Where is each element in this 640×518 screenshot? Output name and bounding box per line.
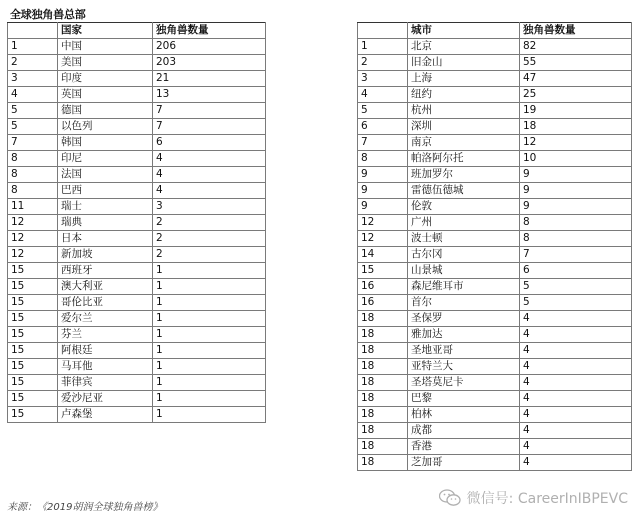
rank-cell: 12 bbox=[8, 247, 58, 263]
count-header: 独角兽数量 bbox=[520, 23, 632, 39]
table-row bbox=[8, 263, 266, 279]
city-cell: 香港 bbox=[408, 439, 520, 455]
rank-cell: 15 bbox=[8, 263, 58, 279]
table-row bbox=[8, 39, 266, 55]
country-cell: 哥伦比亚 bbox=[58, 295, 153, 311]
rank-cell: 12 bbox=[8, 215, 58, 231]
city-cell: 帕洛阿尔托 bbox=[408, 151, 520, 167]
table-row bbox=[8, 311, 266, 327]
count-cell: 4 bbox=[520, 391, 632, 407]
table-row bbox=[8, 295, 266, 311]
rank-cell: 7 bbox=[8, 135, 58, 151]
table-row bbox=[8, 151, 266, 167]
count-cell: 1 bbox=[153, 359, 266, 375]
country-cell: 马耳他 bbox=[58, 359, 153, 375]
count-cell: 55 bbox=[520, 55, 632, 71]
table-row bbox=[8, 375, 266, 391]
count-cell: 9 bbox=[520, 183, 632, 199]
rank-cell: 8 bbox=[8, 183, 58, 199]
table-row bbox=[8, 247, 266, 263]
rank-cell: 3 bbox=[358, 71, 408, 87]
rank-cell: 18 bbox=[358, 375, 408, 391]
rank-cell: 7 bbox=[358, 135, 408, 151]
city-cell: 纽约 bbox=[408, 87, 520, 103]
count-cell: 7 bbox=[153, 103, 266, 119]
rank-cell: 1 bbox=[358, 39, 408, 55]
count-cell: 5 bbox=[520, 295, 632, 311]
table-row bbox=[358, 39, 632, 55]
rank-cell: 18 bbox=[358, 311, 408, 327]
table-row bbox=[8, 135, 266, 151]
rank-cell: 18 bbox=[358, 391, 408, 407]
table-row bbox=[358, 343, 632, 359]
count-cell: 8 bbox=[520, 231, 632, 247]
count-cell: 7 bbox=[520, 247, 632, 263]
city-cell: 旧金山 bbox=[408, 55, 520, 71]
rank-cell: 18 bbox=[358, 455, 408, 471]
city-cell: 班加罗尔 bbox=[408, 167, 520, 183]
rank-cell: 15 bbox=[8, 327, 58, 343]
table-row bbox=[358, 231, 632, 247]
table-row bbox=[358, 359, 632, 375]
count-cell: 4 bbox=[520, 311, 632, 327]
count-cell: 1 bbox=[153, 327, 266, 343]
watermark-text: 微信号: CareerInIBPEVC bbox=[466, 491, 628, 507]
rank-cell: 14 bbox=[358, 247, 408, 263]
table-row bbox=[358, 295, 632, 311]
table-row bbox=[358, 263, 632, 279]
table-row bbox=[358, 311, 632, 327]
country-cell: 日本 bbox=[58, 231, 153, 247]
country-cell: 韩国 bbox=[58, 135, 153, 151]
count-cell: 9 bbox=[520, 199, 632, 215]
table-row bbox=[358, 407, 632, 423]
country-cell: 卢森堡 bbox=[58, 407, 153, 423]
rank-cell: 1 bbox=[8, 39, 58, 55]
table-row bbox=[358, 455, 632, 471]
city-cell: 亚特兰大 bbox=[408, 359, 520, 375]
count-cell: 4 bbox=[520, 407, 632, 423]
rank-cell: 15 bbox=[8, 407, 58, 423]
country-cell: 澳大利亚 bbox=[58, 279, 153, 295]
country-cell: 以色列 bbox=[58, 119, 153, 135]
source-note: 来源：《2019胡润全球独角兽榜》 bbox=[7, 502, 163, 513]
table-row bbox=[358, 135, 632, 151]
page-title: 全球独角兽总部 bbox=[10, 8, 86, 21]
count-cell: 1 bbox=[153, 279, 266, 295]
count-cell: 7 bbox=[153, 119, 266, 135]
count-cell: 1 bbox=[153, 311, 266, 327]
table-row bbox=[8, 359, 266, 375]
rank-cell: 18 bbox=[358, 343, 408, 359]
wechat-icon bbox=[439, 489, 461, 507]
country-cell: 印度 bbox=[58, 71, 153, 87]
count-cell: 5 bbox=[520, 279, 632, 295]
city-cell: 波士顿 bbox=[408, 231, 520, 247]
rank-cell: 18 bbox=[358, 439, 408, 455]
count-cell: 18 bbox=[520, 119, 632, 135]
country-cell: 新加坡 bbox=[58, 247, 153, 263]
table-row bbox=[8, 391, 266, 407]
city-cell: 上海 bbox=[408, 71, 520, 87]
city-cell: 山景城 bbox=[408, 263, 520, 279]
rank-cell: 18 bbox=[358, 423, 408, 439]
city-cell: 南京 bbox=[408, 135, 520, 151]
count-cell: 4 bbox=[520, 359, 632, 375]
table-row bbox=[358, 119, 632, 135]
country-table bbox=[7, 22, 266, 423]
rank-cell: 15 bbox=[8, 359, 58, 375]
city-cell: 伦敦 bbox=[408, 199, 520, 215]
count-cell: 1 bbox=[153, 295, 266, 311]
country-cell: 瑞典 bbox=[58, 215, 153, 231]
count-cell: 19 bbox=[520, 103, 632, 119]
rank-cell: 15 bbox=[8, 375, 58, 391]
rank-cell: 15 bbox=[358, 263, 408, 279]
table-row bbox=[358, 279, 632, 295]
count-cell: 2 bbox=[153, 231, 266, 247]
table-row bbox=[358, 327, 632, 343]
rank-cell: 11 bbox=[8, 199, 58, 215]
rank-cell: 18 bbox=[358, 327, 408, 343]
table-row bbox=[8, 87, 266, 103]
city-cell: 圣保罗 bbox=[408, 311, 520, 327]
city-cell: 深圳 bbox=[408, 119, 520, 135]
rank-cell: 16 bbox=[358, 295, 408, 311]
table-row bbox=[8, 231, 266, 247]
count-cell: 4 bbox=[520, 439, 632, 455]
country-cell: 阿根廷 bbox=[58, 343, 153, 359]
count-cell: 4 bbox=[153, 183, 266, 199]
table-row bbox=[8, 183, 266, 199]
rank-cell: 15 bbox=[8, 295, 58, 311]
rank-cell: 3 bbox=[8, 71, 58, 87]
table-row bbox=[358, 55, 632, 71]
count-cell: 25 bbox=[520, 87, 632, 103]
count-cell: 4 bbox=[153, 151, 266, 167]
rank-header bbox=[8, 23, 58, 39]
rank-cell: 4 bbox=[8, 87, 58, 103]
count-cell: 1 bbox=[153, 407, 266, 423]
table-row bbox=[8, 71, 266, 87]
country-cell: 巴西 bbox=[58, 183, 153, 199]
count-cell: 4 bbox=[520, 423, 632, 439]
city-cell: 首尔 bbox=[408, 295, 520, 311]
rank-cell: 15 bbox=[8, 391, 58, 407]
country-cell: 芬兰 bbox=[58, 327, 153, 343]
city-cell: 雅加达 bbox=[408, 327, 520, 343]
table-row bbox=[8, 119, 266, 135]
table-row bbox=[358, 375, 632, 391]
rank-cell: 4 bbox=[358, 87, 408, 103]
table-row bbox=[358, 423, 632, 439]
country-cell: 爱沙尼亚 bbox=[58, 391, 153, 407]
count-cell: 21 bbox=[153, 71, 266, 87]
rank-cell: 8 bbox=[8, 151, 58, 167]
country-cell: 美国 bbox=[58, 55, 153, 71]
country-cell: 英国 bbox=[58, 87, 153, 103]
rank-cell: 15 bbox=[8, 279, 58, 295]
rank-cell: 2 bbox=[8, 55, 58, 71]
count-header: 独角兽数量 bbox=[153, 23, 266, 39]
rank-cell: 12 bbox=[358, 231, 408, 247]
table-row bbox=[8, 167, 266, 183]
rank-cell: 9 bbox=[358, 199, 408, 215]
rank-cell: 8 bbox=[358, 151, 408, 167]
count-cell: 1 bbox=[153, 343, 266, 359]
count-cell: 6 bbox=[153, 135, 266, 151]
city-cell: 雷德伍德城 bbox=[408, 183, 520, 199]
table-row bbox=[8, 343, 266, 359]
city-cell: 森尼维耳市 bbox=[408, 279, 520, 295]
table-row bbox=[8, 215, 266, 231]
rank-cell: 9 bbox=[358, 167, 408, 183]
country-cell: 中国 bbox=[58, 39, 153, 55]
table-row bbox=[8, 407, 266, 423]
count-cell: 8 bbox=[520, 215, 632, 231]
count-cell: 6 bbox=[520, 263, 632, 279]
table-row bbox=[358, 215, 632, 231]
count-cell: 4 bbox=[520, 375, 632, 391]
rank-cell: 16 bbox=[358, 279, 408, 295]
count-cell: 206 bbox=[153, 39, 266, 55]
rank-header bbox=[358, 23, 408, 39]
city-cell: 北京 bbox=[408, 39, 520, 55]
table-row bbox=[358, 183, 632, 199]
country-cell: 菲律宾 bbox=[58, 375, 153, 391]
country-cell: 德国 bbox=[58, 103, 153, 119]
country-header: 国家 bbox=[58, 23, 153, 39]
count-cell: 2 bbox=[153, 247, 266, 263]
rank-cell: 15 bbox=[8, 311, 58, 327]
table-row bbox=[358, 391, 632, 407]
table-row bbox=[8, 199, 266, 215]
count-cell: 47 bbox=[520, 71, 632, 87]
count-cell: 1 bbox=[153, 391, 266, 407]
city-table bbox=[357, 22, 632, 471]
rank-cell: 18 bbox=[358, 407, 408, 423]
count-cell: 10 bbox=[520, 151, 632, 167]
count-cell: 4 bbox=[520, 327, 632, 343]
table-row bbox=[358, 87, 632, 103]
table-row bbox=[8, 327, 266, 343]
rank-cell: 5 bbox=[8, 119, 58, 135]
table-row bbox=[358, 439, 632, 455]
count-cell: 82 bbox=[520, 39, 632, 55]
count-cell: 1 bbox=[153, 375, 266, 391]
table-row bbox=[8, 55, 266, 71]
count-cell: 4 bbox=[153, 167, 266, 183]
count-cell: 203 bbox=[153, 55, 266, 71]
city-cell: 古尔冈 bbox=[408, 247, 520, 263]
table-row bbox=[358, 71, 632, 87]
watermark bbox=[439, 488, 628, 508]
rank-cell: 6 bbox=[358, 119, 408, 135]
rank-cell: 8 bbox=[8, 167, 58, 183]
country-cell: 瑞士 bbox=[58, 199, 153, 215]
table-row bbox=[358, 151, 632, 167]
rank-cell: 12 bbox=[8, 231, 58, 247]
rank-cell: 18 bbox=[358, 359, 408, 375]
city-cell: 柏林 bbox=[408, 407, 520, 423]
count-cell: 2 bbox=[153, 215, 266, 231]
count-cell: 9 bbox=[520, 167, 632, 183]
table-row bbox=[358, 247, 632, 263]
rank-cell: 5 bbox=[358, 103, 408, 119]
city-cell: 成都 bbox=[408, 423, 520, 439]
country-cell: 西班牙 bbox=[58, 263, 153, 279]
count-cell: 3 bbox=[153, 199, 266, 215]
city-header: 城市 bbox=[408, 23, 520, 39]
table-row bbox=[358, 103, 632, 119]
table-row bbox=[358, 167, 632, 183]
country-cell: 法国 bbox=[58, 167, 153, 183]
table-row bbox=[358, 199, 632, 215]
table-row bbox=[8, 103, 266, 119]
count-cell: 4 bbox=[520, 343, 632, 359]
country-cell: 爱尔兰 bbox=[58, 311, 153, 327]
rank-cell: 15 bbox=[8, 343, 58, 359]
rank-cell: 12 bbox=[358, 215, 408, 231]
count-cell: 12 bbox=[520, 135, 632, 151]
country-cell: 印尼 bbox=[58, 151, 153, 167]
city-cell: 圣塔莫尼卡 bbox=[408, 375, 520, 391]
count-cell: 1 bbox=[153, 263, 266, 279]
count-cell: 13 bbox=[153, 87, 266, 103]
city-cell: 圣地亚哥 bbox=[408, 343, 520, 359]
city-cell: 杭州 bbox=[408, 103, 520, 119]
count-cell: 4 bbox=[520, 455, 632, 471]
city-cell: 芝加哥 bbox=[408, 455, 520, 471]
rank-cell: 2 bbox=[358, 55, 408, 71]
rank-cell: 9 bbox=[358, 183, 408, 199]
table-row bbox=[8, 279, 266, 295]
city-cell: 巴黎 bbox=[408, 391, 520, 407]
city-cell: 广州 bbox=[408, 215, 520, 231]
rank-cell: 5 bbox=[8, 103, 58, 119]
